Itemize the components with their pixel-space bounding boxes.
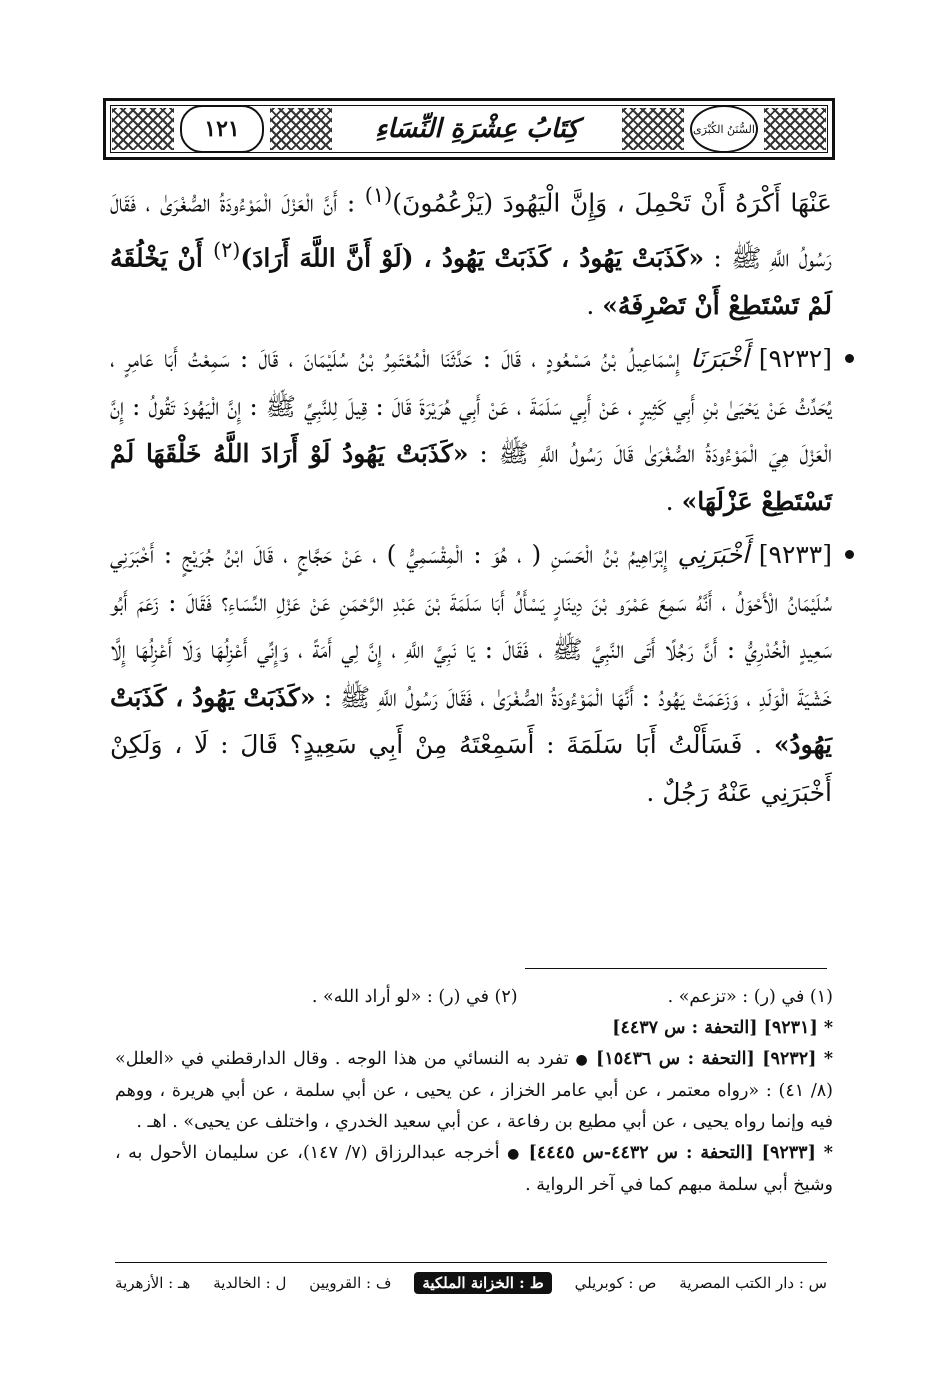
footnote-ref-2: (٢) bbox=[212, 237, 241, 262]
legend-separator bbox=[115, 1262, 827, 1263]
legend-ta: ط : الخزانة الملكية bbox=[414, 1272, 551, 1294]
hadith-9233: [٩٢٣٣] أَخْبَرَنِي إِبْرَاهِيمُ بْنُ الْحَسَنِ ( ، هُوَ : الْمِقْسَمِيُّ ) ، عَنْ حَجَّاجٍ ، قَالَ ابْنُ جُرَيْجٍ : أَخْبَرَنِي سُلَيْمَانُ الْأَحْوَلُ ، أَنَّهُ سَمِعَ عَمْرَو بْنَ دِينَارٍ يَسْأَلُ أَبَا سَلَمَةَ بْنَ عَبْدِ الرَّحْمَنِ عَنْ عَزْلِ النِّسَاءِ؟ فَقَالَ : زَعَمَ أَبُو سَعِيدٍ الْخُدْرِيُّ : أَنَّ رَجُلًا أَتَى النَّبِيَّ ﷺ ، فَقَالَ : يَا نَبِيَّ اللَّهِ ، إِنَّ لِي أَمَةً ، وَإِنِّي أَعْزِلُهَا وَلَا أَعْزِلُهَا إِلَّا خَشْيَةَ الْوَلَدِ ، وَزَعَمَتْ يَهُودُ : أَنَّهَا الْمَوْءُودَةُ الصُّغْرَىٰ ، فَقَالَ رَسُولُ اللَّهِ ﷺ : «كَذَبَتْ يَهُودُ ، كَذَبَتْ يَهُودُ» . فَسَأَلْتُ أَبَا سَلَمَةَ : أَسَمِعْتَهُ مِنْ أَبِي سَعِيدٍ؟ قَالَ : لَا ، وَلَكِنْ أَخْبَرَنِي عَنْهُ رَجُلٌ . bbox=[110, 531, 832, 816]
footnote-separator bbox=[525, 968, 827, 969]
book-emblem: السُّنَنُ الكُبْرَى bbox=[690, 105, 758, 153]
legend-fa: ف : القرويين bbox=[309, 1274, 392, 1292]
hadith-9232: [٩٢٣٢] أَخْبَرَنَا إِسْمَاعِيلُ بْنُ مَسْعُودٍ ، قَالَ : حَدَّثَنَا الْمُعْتَمِرُ بْنُ سُلَيْمَانَ ، قَالَ : سَمِعْتُ أَبَا عَامِرٍ ، يُحَدِّثُ عَنْ يَحْيَىٰ بْنِ أَبِي كَثِيرٍ ، عَنْ أَبِي سَلَمَةَ ، عَنْ أَبِي هُرَيْرَةَ قَالَ : قِيلَ لِلنَّبِيِّ ﷺ : إِنَّ الْيَهُودَ تَقُولُ : إِنَّ الْعَزْلَ هِيَ الْمَوْءُودَةُ الصُّغْرَىٰ قَالَ رَسُولُ اللَّهِ ﷺ : «كَذَبَتْ يَهُودُ لَوْ أَرَادَ اللَّهُ خَلْقَهَا لَمْ تَسْتَطِعْ عَزْلَهَا» . bbox=[110, 335, 832, 525]
prophet-quote: «كَذَبَتْ يَهُودُ لَوْ أَرَادَ اللَّهُ خَلْقَهَا لَمْ تَسْتَطِعْ عَزْلَهَا» bbox=[110, 439, 832, 516]
chapter-title: كِتَابُ عِشْرَةِ النِّسَاءِ bbox=[375, 114, 579, 144]
page-number: ١٢١ bbox=[180, 105, 264, 153]
legend-s: س : دار الكتب المصرية bbox=[679, 1274, 827, 1292]
legend-lam: ل : الخالدية bbox=[213, 1274, 287, 1292]
ornament-mid-left bbox=[270, 108, 332, 150]
hadith-number: [٩٢٣٢] bbox=[748, 344, 832, 374]
note-9233: * [٩٢٣٣] [التحفة : س ٤٤٣٢-س ٤٤٤٥] ● أخرجه عبدالرزاق (٧/ ١٤٧)، عن سليمان الأحول به ، وشيخ أبي سلمة مبهم كما في آخر الرواية . bbox=[115, 1143, 833, 1195]
ornament-left bbox=[112, 108, 174, 150]
variant-notes bbox=[115, 982, 833, 1013]
manuscript-legend bbox=[115, 1268, 827, 1298]
note-9232: * [٩٢٣٢] [التحفة : س ١٥٤٣٦] ● تفرد به النسائي من هذا الوجه . وقال الدارقطني في «العلل» (٨/ ٤١) : «رواه معتمر ، عن أبي عامر الخزاز ، عن يحيى ، عن أبي سلمة ، عن أبي هريرة ، ووهم فيه وإنما رواه يحيى ، عن أبي مطيع بن رفاعة ، عن أبي سعيد الخدري ، واختلف عن يحيى» . اهـ . bbox=[115, 1049, 833, 1132]
main-text bbox=[110, 172, 832, 822]
ornament-right bbox=[764, 108, 826, 150]
note-9231: * [٩٢٣١] [التحفة : س ٤٤٣٧] bbox=[612, 1018, 833, 1038]
footnote-ref-1: (١) bbox=[364, 183, 393, 207]
footnote-1: (١) في (ر) : «تزعم» . bbox=[667, 987, 833, 1007]
legend-sad: ص : كوبريلي bbox=[574, 1274, 657, 1292]
page-header bbox=[103, 98, 835, 160]
prophet-quote: «كَذَبَتْ يَهُودُ ، كَذَبَتْ يَهُودُ» bbox=[110, 682, 832, 760]
legend-ha: هـ : الأزهرية bbox=[115, 1274, 191, 1292]
ornament-mid-right bbox=[622, 108, 684, 150]
hadith-number: [٩٢٣٣] bbox=[749, 540, 832, 570]
prophet-quote: «كَذَبَتْ يَهُودُ ، كَذَبَتْ يَهُودُ ، (لَوْ أَنَّ اللَّهَ أَرَادَ) bbox=[240, 243, 705, 273]
footnotes bbox=[115, 982, 833, 1201]
footnote-2: (٢) في (ر) : «لو أراد الله» . bbox=[311, 987, 518, 1007]
continued-paragraph: عَنْهَا أَكْرَهُ أَنْ تَحْمِلَ ، وَإِنَّ الْيَهُودَ (يَزْعُمُونَ)$^{(١)}$ : أَنَّ الْعَزْلَ الْمَوْءُودَةُ الصُّغْرَىٰ ، فَقَالَ رَسُولُ اللَّهِ ﷺ : «كَذَبَتْ يَهُودُ ، كَذَبَتْ يَهُودُ ، (لَوْ أَنَّ اللَّهَ أَرَادَ)$^{(٢)}$ أَنْ يَخْلُقَهُ لَمْ تَسْتَطِعْ أَنْ تَصْرِفَهُ» . bbox=[110, 183, 832, 320]
